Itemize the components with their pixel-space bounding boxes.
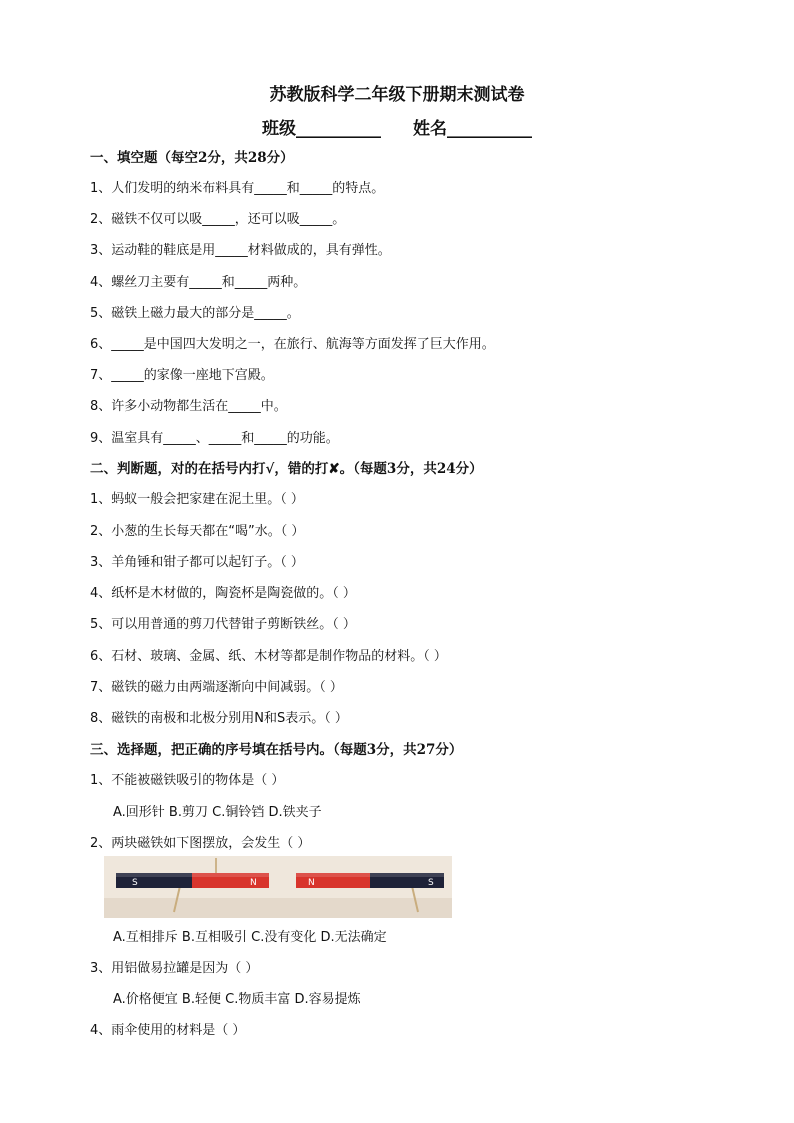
choice-question: 2、两块磁铁如下图摆放，会发生（ ） [90,836,311,851]
choice-question: 4、雨伞使用的材料是（ ） [90,1023,246,1038]
judge-question: 4、纸杯是木材做的，陶瓷杯是陶瓷做的。（ ） [90,586,356,601]
choice-options: A.回形针 B.剪刀 C.铜铃铛 D.铁夹子 [113,805,322,820]
fill-question: 8、许多小动物都生活在_____中。 [90,399,287,414]
fill-question: 6、_____是中国四大发明之一，在旅行、航海等方面发挥了巨大作用。 [90,337,495,352]
judge-question: 7、磁铁的磁力由两端逐渐向中间减弱。（ ） [90,680,343,695]
fill-question: 1、人们发明的纳米布料具有_____和_____的特点。 [90,181,385,196]
magnet-pole-label: S [428,878,434,888]
section3-heading: 三、选择题，把正确的序号填在括号内。（每题3分，共27分） [90,742,463,758]
judge-question: 6、石材、玻璃、金属、纸、木材等都是制作物品的材料。（ ） [90,649,447,664]
section2-heading: 二、判断题，对的在括号内打√，错的打✘。（每题3分，共24分） [90,461,483,477]
section1-heading: 一、填空题（每空2分，共28分） [90,150,294,166]
fill-question: 2、磁铁不仅可以吸_____，还可以吸_____。 [90,212,346,227]
magnet-pole-label: N [308,878,315,888]
judge-question: 3、羊角锤和钳子都可以起钉子。（ ） [90,555,304,570]
fill-question: 7、_____的家像一座地下宫殿。 [90,368,274,383]
judge-question: 8、磁铁的南极和北极分别用N和S表示。（ ） [90,711,348,726]
choice-question: 1、不能被磁铁吸引的物体是（ ） [90,773,285,788]
name-field[interactable]: 姓名__________ [413,119,532,139]
choice-options: A.互相排斥 B.互相吸引 C.没有变化 D.无法确定 [113,930,387,945]
judge-question: 2、小葱的生长每天都在“喝”水。（ ） [90,524,305,539]
magnet-pole-label: N [250,878,257,888]
judge-question: 1、蚂蚁一般会把家建在泥土里。（ ） [90,492,304,507]
magnets-image [104,856,452,918]
fill-question: 4、螺丝刀主要有_____和_____两种。 [90,275,307,290]
fill-question: 5、磁铁上磁力最大的部分是_____。 [90,306,300,321]
exam-title: 苏教版科学二年级下册期末测试卷 [269,85,525,105]
fill-question: 9、温室具有_____、_____和_____的功能。 [90,431,339,446]
magnet-pole-label: S [132,878,138,888]
judge-question: 5、可以用普通的剪刀代替钳子剪断铁丝。（ ） [90,617,356,632]
fill-question: 3、运动鞋的鞋底是用_____材料做成的，具有弹性。 [90,243,391,258]
choice-question: 3、用铝做易拉罐是因为（ ） [90,961,259,976]
student-info [0,114,794,139]
choice-options: A.价格便宜 B.轻便 C.物质丰富 D.容易提炼 [113,992,361,1007]
class-field[interactable]: 班级__________ [262,119,381,139]
